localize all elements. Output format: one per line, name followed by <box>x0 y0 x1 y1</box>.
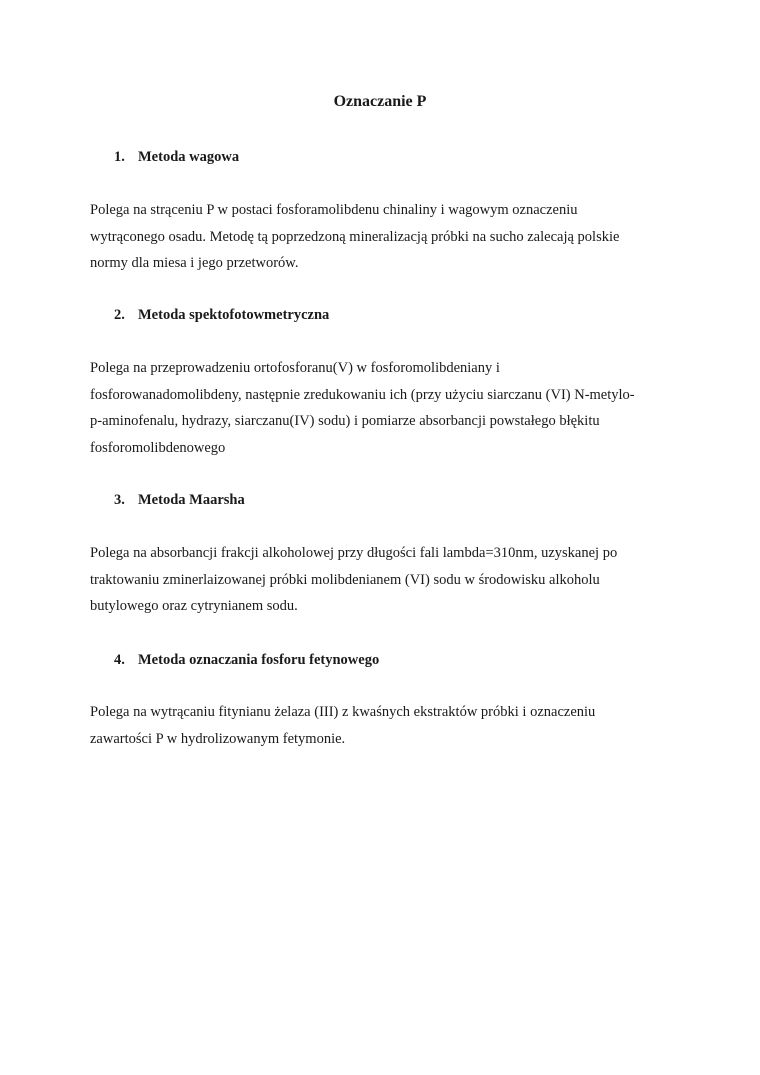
paragraph-line: p-aminofenalu, hydrazy, siarczanu(IV) sodu) i pomiarze absorbancji powstałego błękitu <box>90 413 600 429</box>
section-number: 1. <box>114 149 125 165</box>
section-heading-3 <box>114 490 245 510</box>
section-heading-1 <box>114 147 239 167</box>
section-title: Metoda Maarsha <box>138 492 245 508</box>
section-title: Metoda oznaczania fosforu fetynowego <box>138 652 380 668</box>
paragraph-line: fosforowanadomolibdeny, następnie zredukowaniu ich (przy użyciu siarczanu (VI) N-metylo- <box>90 386 635 403</box>
section-number: 3. <box>114 492 125 508</box>
section-heading-2 <box>114 305 329 325</box>
section-paragraph-3 <box>90 540 680 620</box>
paragraph-line: Polega na strąceniu P w postaci fosforamolibdenu chinaliny i wagowym oznaczeniu <box>90 202 578 218</box>
paragraph-line: fosforomolibdenowego <box>90 439 226 456</box>
paragraph-line: traktowaniu zminerlaizowanej próbki molibdenianem (VI) sodu w środowisku alkoholu <box>90 571 600 588</box>
section-heading-4 <box>114 650 379 670</box>
page-title: Oznaczanie P <box>333 93 427 110</box>
paragraph-line: Polega na wytrącaniu fitynianu żelaza (III) z kwaśnych ekstraktów próbki i oznaczeniu <box>90 704 596 720</box>
paragraph-line: zawartości P w hydrolizowanym fetymonie. <box>90 730 346 747</box>
paragraph-line: normy dla miesa i jego przetworów. <box>90 255 299 271</box>
paragraph-line: Polega na absorbancji frakcji alkoholowej przy długości fali lambda=310nm, uzyskanej po <box>90 545 618 561</box>
paragraph-line: wytrąconego osadu. Metodę tą poprzedzoną mineralizacją próbki na sucho zalecają polskie <box>90 228 620 245</box>
section-paragraph-4 <box>90 699 680 752</box>
section-paragraph-1 <box>90 197 680 277</box>
section-number: 4. <box>114 652 125 668</box>
paragraph-line: butylowego oraz cytrynianem sodu. <box>90 598 298 614</box>
section-paragraph-2 <box>90 355 680 461</box>
paragraph-line: Polega na przeprowadzeniu ortofosforanu(V) w fosforomolibdeniany i <box>90 360 500 376</box>
section-title: Metoda wagowa <box>138 149 240 165</box>
section-number: 2. <box>114 307 125 323</box>
section-title: Metoda spektofotowmetryczna <box>138 307 330 323</box>
